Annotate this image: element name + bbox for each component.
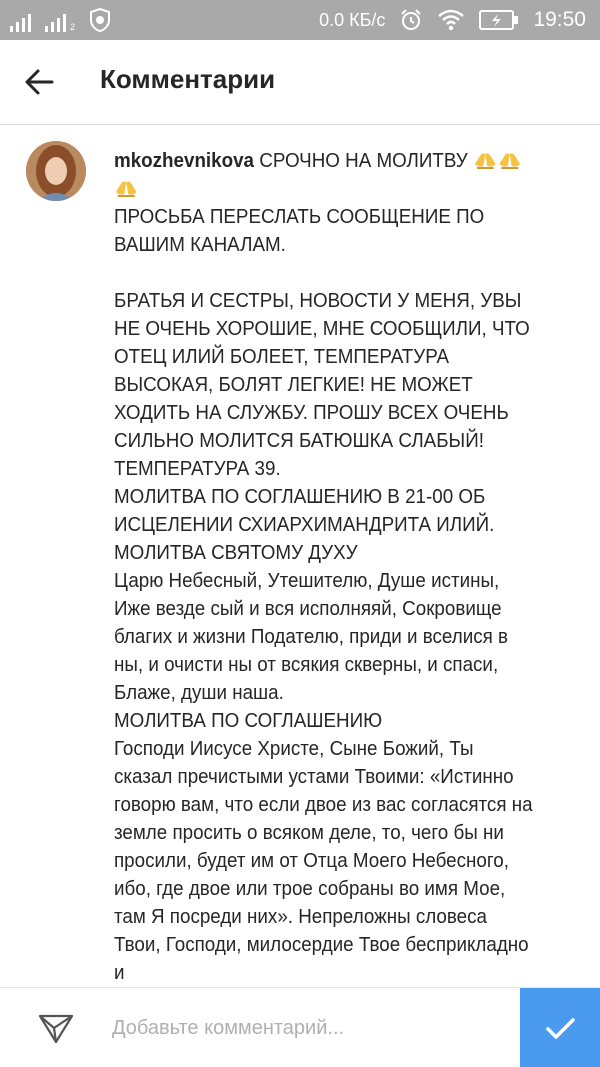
comment-intro: СРОЧНО НА МОЛИТВУ [259, 150, 468, 172]
sim2-label: 2 [70, 22, 76, 32]
comment-composer [0, 987, 600, 1067]
comment-input[interactable] [100, 1006, 524, 1050]
comment-list [0, 125, 600, 987]
page-title: Комментарии [100, 64, 276, 94]
status-bar [0, 0, 600, 40]
comment-body: ПРОСЬБА ПЕРЕСЛАТЬ СООБЩЕНИЕ ПО ВАШИМ КАНАЛАМ. БРАТЬЯ И СЕСТРЫ, НОВОСТИ У МЕНЯ, УВЫ НЕ ОЧЕНЬ ХОРОШИЕ, МНЕ СООБЩИЛИ, ЧТО ОТЕЦ ИЛИЙ БОЛЕЕТ, ТЕМПЕРАТУРА ВЫСОКАЯ, БОЛЯТ ЛЕГКИЕ! НЕ МОЖЕТ ХОДИТЬ НА СЛУЖБУ. ПРОШУ ВСЕХ ОЧЕНЬ СИЛЬНО МОЛИТСЯ БАТЮШКА СЛАБЫЙ! ТЕМПЕРАТУРА 39. МОЛИТВА ПО СОГЛАШЕНИЮ В 21-00 ОБ ИСЦЕЛЕНИИ СХИАРХИМАНДРИТА ИЛИЙ. МОЛИТВА СВЯТОМУ ДУХУ Царю Небесный, Утешителю, Душе истины, Иже везде сый и вся исполняяй, Сокровище благих и жизни Подателю, приди и вселися в ны, и очисти ны от всякия скверны, и спаси, Блаже, души наша. МОЛИТВА ПО СОГЛАШЕНИЮ Господи Иисусе Христе, Сыне Божий, Ты сказал пречистыми устами Твоими: «Истинно говорю вам, что если двое из вас согласятся на земле просить о всяком деле, то, чего бы ни просили, будет им от Отца Моего Небесного, ибо, где двое или трое собраны во имя Мое, там Я посреди них». Непреложны словеса Твои, Господи, милосердие Твое бесприкладно и [114, 206, 533, 984]
clock: 19:50 [533, 8, 586, 31]
shield-app-icon [89, 8, 111, 32]
comment-text [114, 147, 537, 987]
back-button[interactable] [18, 60, 62, 104]
folded-hands-icon [473, 150, 497, 170]
paper-plane-icon[interactable] [36, 1008, 76, 1048]
wifi-icon [437, 9, 465, 31]
signal-bars-icon [10, 10, 31, 32]
folded-hands-icon [497, 150, 521, 170]
battery-charging-icon [479, 9, 519, 31]
comment-username[interactable]: mkozhevnikova [114, 150, 255, 172]
network-speed: 0.0 КБ/с [319, 9, 386, 30]
signal-bars-2-icon [45, 10, 75, 32]
arrow-left-icon [18, 60, 62, 104]
avatar[interactable] [26, 141, 86, 201]
alarm-icon [399, 8, 423, 32]
submit-comment-button[interactable] [520, 988, 600, 1067]
checkmark-icon [540, 1008, 580, 1048]
app-bar [0, 40, 600, 125]
avatar-image [26, 141, 86, 201]
folded-hands-icon [114, 178, 138, 198]
